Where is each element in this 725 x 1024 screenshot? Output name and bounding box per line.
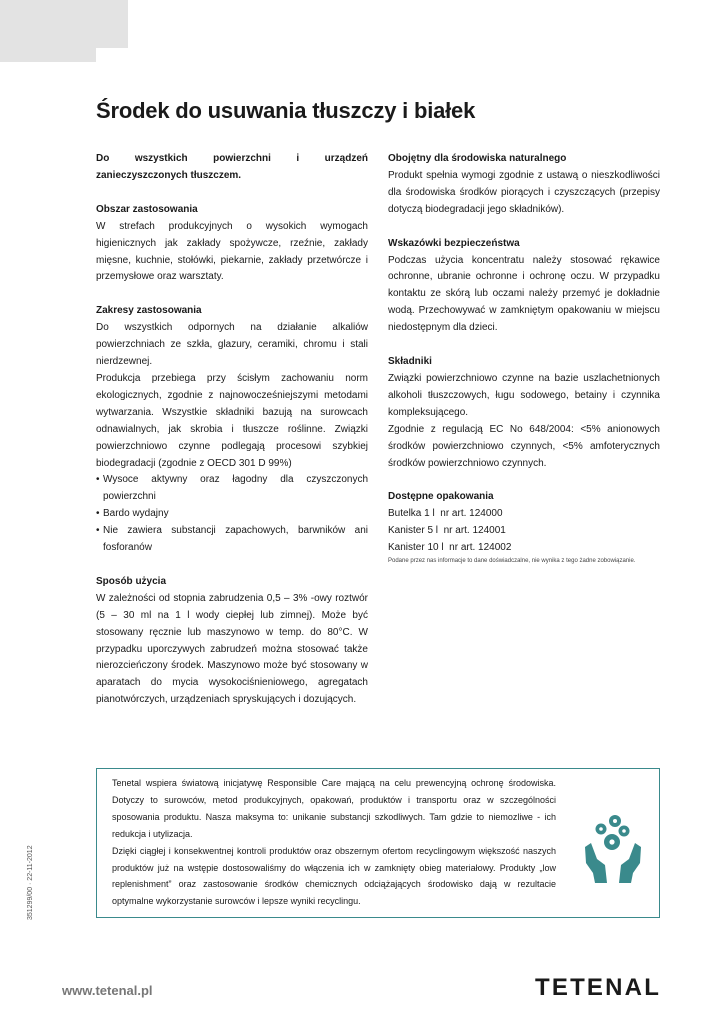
scope-heading: Zakresy zastosowania xyxy=(96,305,202,317)
responsible-care-paragraph: Dzięki ciągłej i konsekwentnej kontroli produktów oraz obszernym ofertom recyclingowym większość naszych produktów już na wstępie dostosowaliśmy do włączenia ich w zamknięty obieg materiałowy. Produkty „low replenishment” oraz zastosowanie środków chemicznych odciążających środowisko dają w rezultacie optymalne wykorzystanie surowców i lepsze wyniki recyclingu. xyxy=(112,845,556,907)
disclaimer: Podane przez nas informacje to dane doświadczalne, nie wynika z tego żadne zobowiązanie. xyxy=(388,558,636,565)
packaging-heading: Dostępne opakowania xyxy=(388,491,494,503)
list-item: • Bardo wydajny xyxy=(96,508,169,520)
list-item: • Nie zawiera substancji zapachowych, barwników ani fosforanów xyxy=(96,525,368,554)
safety-heading: Wskazówki bezpieczeństwa xyxy=(388,237,520,249)
responsible-care-text xyxy=(112,775,556,910)
logo-text: TETENAL xyxy=(535,975,662,999)
environment-heading: Obojętny dla środowiska naturalnego xyxy=(388,153,567,164)
safety-text: Podczas użycia koncentratu należy stosować rękawice ochronne, ubranie ochronne i ochronę oczu. W przypadku kontaktu ze skórą lub oczami należy przemyć je dokładnie wodą. Przechowywać w zamkniętym opakowaniu w miejscu niedostępnym dla dzieci. xyxy=(388,254,660,334)
corner-block-lower xyxy=(0,48,96,62)
responsible-care-paragraph: Tenetal wspiera światową inicjatywę Responsible Care mającą na celu prewencyjną ochronę środowiska. Dotyczy to surowców, metod produkcyjnych, opakowań, produktów i transportu oraz w szczególności sposowania produktu. Nasza maksyma to: unikanie substancji szkodliwych. Tam gdzie to niemozliwe - ich redukcja i utylizacja. xyxy=(112,778,556,839)
scope-paragraph: Do wszystkich odpornych na działanie alkaliów powierzchniach ze szkła, glazury, ceramiki, chromu i stali nierdzewnej. xyxy=(96,322,368,368)
list-item: • Wysoce aktywny oraz łagodny dla czyszczonych powierzchni xyxy=(96,474,368,503)
corner-block xyxy=(0,0,128,48)
website-link[interactable]: www.tetenal.pl xyxy=(62,983,153,998)
environment-text: Produkt spełnia wymogi zgodnie z ustawą o nieszkodliwości dla środowiska środków piorących i czyszczących (przepisy dotyczą biodegradacji jego składników). xyxy=(388,169,660,215)
right-column xyxy=(388,151,660,566)
packaging-item: Kanister 5 l nr art. 124001 xyxy=(388,525,506,537)
ingredients-heading: Składniki xyxy=(388,356,432,368)
usage-heading: Sposób użycia xyxy=(96,575,167,587)
left-column xyxy=(96,151,368,709)
scope-paragraph: Produkcja przebiega przy ścisłym zachowaniu norm ekologicznych, zgodnie z najnowocześniejszymi metodami wytwarzania. Wszystkie składniki bazują na surowcach odnawialnych, jak skrobia i tłuszcze roślinne. Związki powierzchniowo czynne podlegają procesowi szybkiej biodegradacji (zgodnie z OECD 301 D 99%) xyxy=(96,372,368,469)
packaging-item: Kanister 10 l nr art. 124002 xyxy=(388,542,512,554)
hands-recycling-icon xyxy=(583,803,643,899)
tetenal-logo xyxy=(535,975,690,999)
responsible-care-box xyxy=(96,768,660,918)
packaging-item: Butelka 1 l nr art. 124000 xyxy=(388,508,503,520)
intro-text: Do wszystkich powierzchni i urządzeń zanieczyszczonych tłuszczem. xyxy=(96,153,368,181)
ingredients-paragraph: Zgodnie z regulacją EC No 648/2004: <5% anionowych środków powierzchniowo czynnych, <5% amfoterycznych środków powierzchniowo czynnych. xyxy=(388,423,660,469)
application-area-text: W strefach produkcyjnych o wysokich wymogach higienicznych jak zakłady spożywcze, rzeźnie, zakłady mięsne, kuchnie, stołówki, piekarnie, zakłady przetwórcze i przemysłowe oraz warsztaty. xyxy=(96,220,368,283)
page-title: Środek do usuwania tłuszczy i białek xyxy=(96,98,476,123)
ingredients-paragraph: Związki powierzchniowo czynne na bazie uszlachetnionych alkoholi tłuszczowych, ługu sodowego, betainy i czynnika kompleksującego. xyxy=(388,372,660,418)
application-area-heading: Obszar zastosowania xyxy=(96,203,198,215)
feature-list xyxy=(96,472,368,557)
usage-text: W zależności od stopnia zabrudzenia 0,5 – 3% -owy roztwór (5 – 30 ml na 1 l wody ciepłej lub zimnej). Może być stosowany ręcznie lub maszynowo w temp. do 80°C. W przypadku uporczywych zabrudzeń można stosować także nierozcieńczony środek. Maszynowo może być stosowany w aparatach do mycia wysokociśnieniowego, agregatach pianotwórczych, urządzeniach spryskujących i dozujących. xyxy=(96,592,368,706)
document-code: 351299/00 · 22-11-2012 xyxy=(27,845,34,920)
